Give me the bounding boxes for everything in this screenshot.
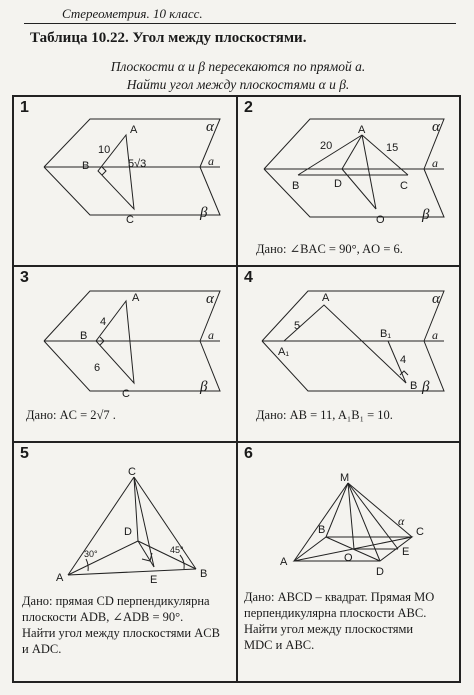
table-title: Таблица 10.22. Угол между плоскостями. <box>30 30 307 46</box>
label-alpha: α <box>432 119 440 135</box>
given-text: Дано: AB = 11, A₁B₁ = 10. <box>256 408 393 422</box>
label-B: B <box>200 568 208 580</box>
label-C: C <box>416 526 424 538</box>
triangle-abc <box>96 301 134 383</box>
label-C: C <box>122 388 130 400</box>
problem-number: 2 <box>244 99 253 116</box>
given-text: Дано: прямая CD перпендикулярна плоскости ADB, ∠ADB = 90°. Найти угол между плоскостями ACB и ADC. <box>22 594 220 656</box>
problem-table <box>12 95 461 683</box>
length-AC: 5√3 <box>128 158 147 170</box>
label-D: D <box>334 178 342 190</box>
label-E: E <box>150 574 158 586</box>
length-BB1: 4 <box>400 354 407 366</box>
label-A: A <box>130 124 138 136</box>
label-B: B <box>318 524 326 536</box>
label-alpha: α <box>206 119 214 135</box>
label-alpha: α <box>206 291 214 307</box>
length-AB: 10 <box>98 144 111 156</box>
problem-number: 4 <box>244 269 253 286</box>
plane-beta <box>264 169 444 217</box>
problem-cell-4 <box>237 266 460 442</box>
page-header: Стереометрия. 10 класс. <box>62 6 203 21</box>
label-C: C <box>126 214 134 226</box>
length-AB: 20 <box>320 140 333 152</box>
angle-A: 30° <box>84 549 98 559</box>
diagram-1 <box>14 97 238 267</box>
label-beta: β <box>422 379 430 395</box>
intro-line-2: Найти угол между плоскостями α и β. <box>126 77 350 92</box>
intro-line-1: Плоскости α и β пересекаются по прямой a. <box>110 59 366 74</box>
label-D: D <box>376 566 384 578</box>
label-O: O <box>376 214 385 226</box>
label-B: B <box>82 160 90 172</box>
problem-cell-1 <box>13 96 237 266</box>
given-text: Дано: AC = 2√7 . <box>26 408 116 422</box>
label-line-a: a <box>432 328 438 342</box>
label-A: A <box>280 556 288 568</box>
label-A: A <box>322 292 330 304</box>
label-B: B <box>292 180 300 192</box>
label-M: M <box>340 472 350 484</box>
segment-AB <box>284 305 406 383</box>
problem-cell-3 <box>13 266 237 442</box>
plane-alpha <box>264 119 444 169</box>
given-text: Дано: ∠BAC = 90°, AO = 6. <box>256 242 403 256</box>
length-AA1: 5 <box>294 320 301 332</box>
problem-cell-2 <box>237 96 460 266</box>
label-A: A <box>56 572 64 584</box>
label-D: D <box>124 526 132 538</box>
label-beta: β <box>200 379 208 395</box>
label-O: O <box>344 552 353 564</box>
problem-number: 1 <box>20 99 29 116</box>
problem-number: 5 <box>20 445 29 462</box>
problem-statement <box>28 58 448 94</box>
label-line-a: a <box>208 328 214 342</box>
problem-number: 6 <box>244 445 253 462</box>
label-line-a: a <box>432 156 438 170</box>
label-A1: A₁ <box>278 346 290 358</box>
header-rule <box>24 23 456 24</box>
label-B: B <box>410 380 418 392</box>
problem-cell-6 <box>237 442 460 682</box>
label-alpha: α <box>432 291 440 307</box>
length-BC: 6 <box>94 362 101 374</box>
label-E: E <box>402 546 410 558</box>
given-text: Дано: ABCD – квадрат. Прямая MO перпендикулярна плоскости ABC. Найти угол между плоскостями MDC и ABC. <box>244 590 435 652</box>
label-B1: B₁ <box>380 328 392 340</box>
angle-B: 45° <box>170 545 184 555</box>
label-A: A <box>358 124 366 136</box>
label-B: B <box>80 330 88 342</box>
label-C: C <box>400 180 408 192</box>
label-C: C <box>128 466 136 478</box>
problem-number: 3 <box>20 269 29 286</box>
problem-cell-5 <box>13 442 237 682</box>
plane-alpha <box>262 291 444 341</box>
label-line-a: a <box>208 154 214 168</box>
angle-alpha: α <box>398 514 405 528</box>
label-beta: β <box>422 207 430 223</box>
label-beta: β <box>200 205 208 221</box>
length-AB: 4 <box>100 316 107 328</box>
label-A: A <box>132 292 140 304</box>
right-angle-mark <box>102 167 106 175</box>
length-AC: 15 <box>386 142 399 154</box>
